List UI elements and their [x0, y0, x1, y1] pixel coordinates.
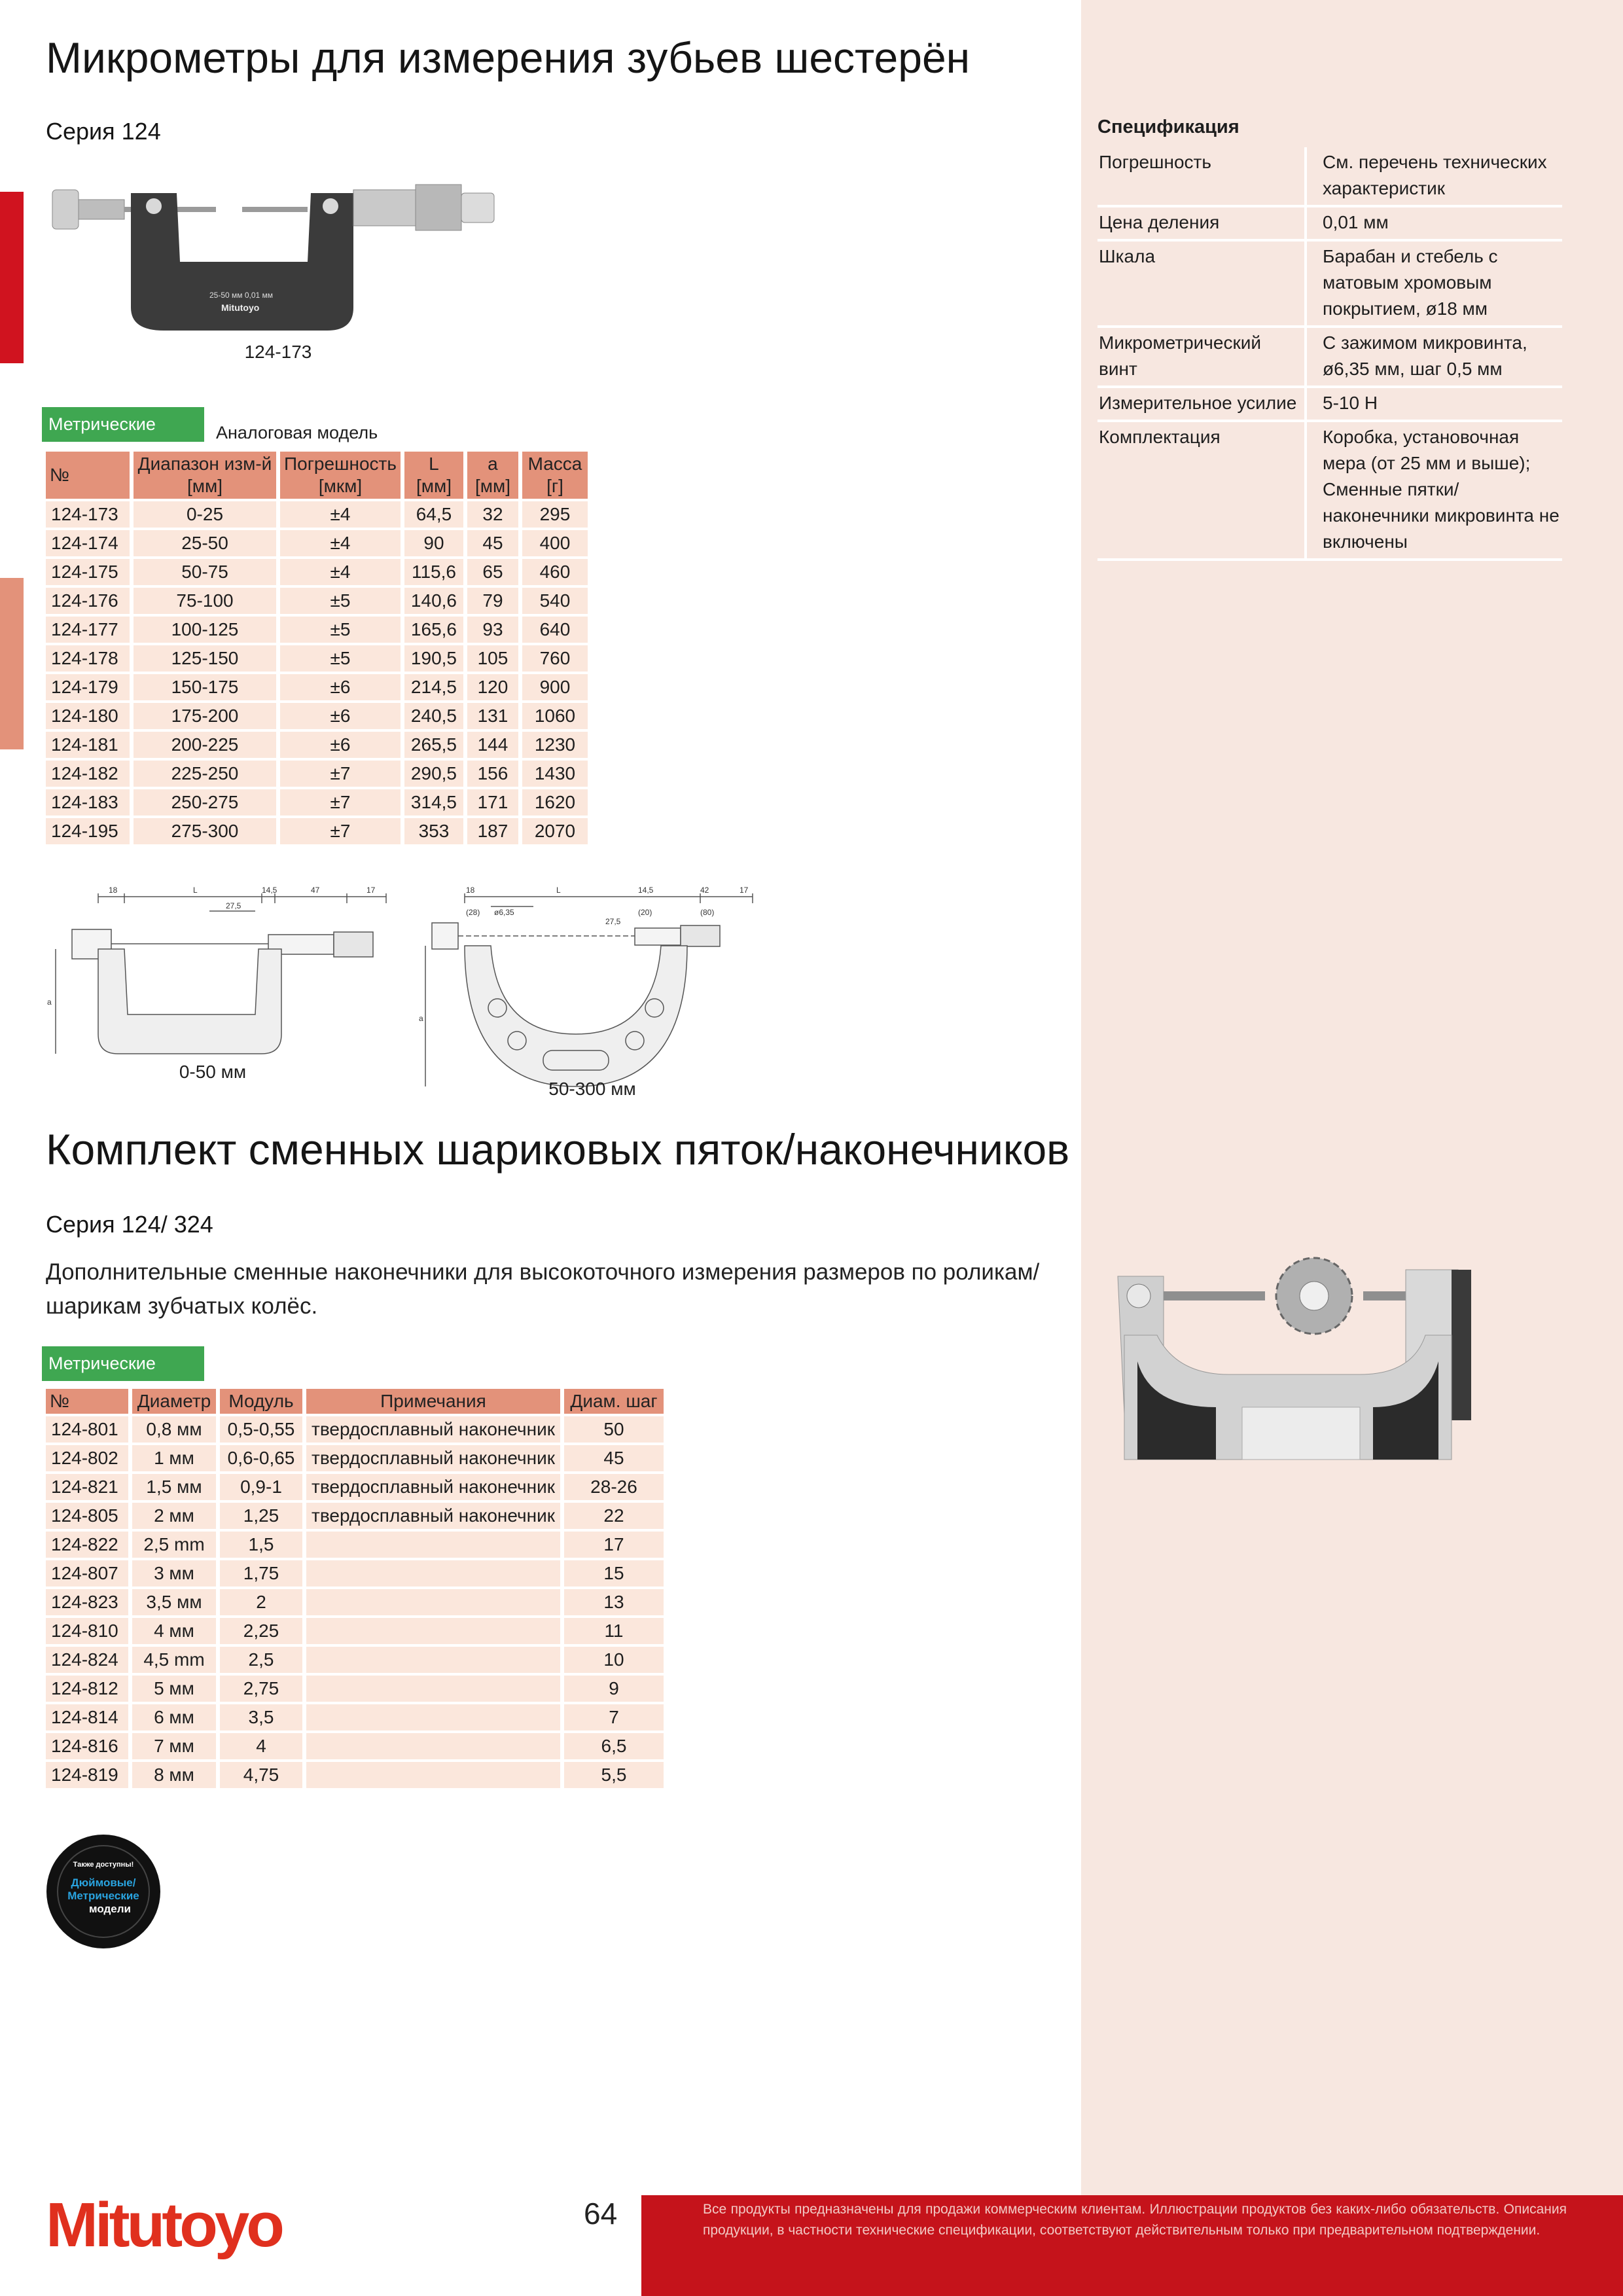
table-row [46, 1676, 664, 1702]
cell-l: 214,5 [404, 674, 463, 700]
cell-no: 124-180 [46, 703, 130, 729]
table-row [46, 1416, 664, 1443]
col-header-no: № [46, 1389, 128, 1414]
table-row [46, 1589, 664, 1615]
cell-pitch: 13 [564, 1589, 664, 1615]
model-label: Аналоговая модель [216, 423, 378, 442]
cell-module: 0,6-0,65 [220, 1445, 302, 1471]
table-row [46, 1445, 664, 1471]
footer-bar [641, 2195, 1623, 2296]
cell-l: 64,5 [404, 501, 463, 528]
cell-accuracy: ±5 [280, 588, 401, 614]
cell-notes: твердосплавный наконечник [306, 1503, 560, 1529]
cell-no: 124-814 [46, 1704, 128, 1731]
section2-series: Серия 124/ 324 [46, 1211, 213, 1238]
cell-notes [306, 1704, 560, 1731]
cell-pitch: 6,5 [564, 1733, 664, 1759]
d10-dim: 27,5 [605, 917, 621, 926]
table-row [46, 1532, 664, 1558]
d9-dim: 17 [740, 886, 749, 895]
table-row [46, 732, 588, 758]
table-row [46, 617, 588, 643]
cell-no: 124-195 [46, 818, 130, 844]
cell-mass: 1230 [522, 732, 588, 758]
cell-no: 124-179 [46, 674, 130, 700]
cell-a: 79 [467, 588, 518, 614]
cell-mass: 900 [522, 674, 588, 700]
d11-dim: a [419, 1014, 423, 1023]
d7-dim: 42 [700, 886, 709, 895]
cell-diameter: 5 мм [132, 1676, 216, 1702]
cell-l: 240,5 [404, 703, 463, 729]
cell-mass: 2070 [522, 818, 588, 844]
cell-no: 124-821 [46, 1474, 128, 1500]
col-header-a: a [мм] [467, 452, 518, 499]
cell-no: 124-177 [46, 617, 130, 643]
cell-notes [306, 1676, 560, 1702]
cell-pitch: 7 [564, 1704, 664, 1731]
cell-range: 200-225 [134, 732, 276, 758]
photo-caption: 124-173 [244, 342, 312, 362]
d8-dim: (80) [700, 908, 715, 917]
spec-value: 0,01 мм [1306, 206, 1562, 240]
cell-range: 50-75 [134, 559, 276, 585]
footer-disclaimer: Все продукты предназначены для продажи коммерческим клиентам. Иллюстрации продуктов без каких-либо обязательств. Описания продукции, в частности технические спецификации, соответствуют действительным только при предварительном подтверждении. [703, 2202, 1567, 2238]
cell-a: 45 [467, 530, 518, 556]
spec-row [1097, 421, 1562, 560]
cell-a: 187 [467, 818, 518, 844]
cell-range: 75-100 [134, 588, 276, 614]
table-row [46, 789, 588, 816]
spec-key: Цена деления [1097, 206, 1306, 240]
table-row [46, 1733, 664, 1759]
d6-dim: 27,5 [226, 901, 241, 910]
cell-pitch: 9 [564, 1676, 664, 1702]
page-number: 64 [584, 2197, 618, 2231]
cell-pitch: 22 [564, 1503, 664, 1529]
cell-mass: 1060 [522, 703, 588, 729]
cell-mass: 640 [522, 617, 588, 643]
cell-accuracy: ±4 [280, 501, 401, 528]
table-header-row [46, 1389, 664, 1414]
col-header-module: Модуль [220, 1389, 302, 1414]
cell-a: 32 [467, 501, 518, 528]
cell-pitch: 45 [564, 1445, 664, 1471]
cell-notes [306, 1560, 560, 1587]
col-header-notes: Примечания [306, 1389, 560, 1414]
mitutoyo-logo: Mitutoyo [46, 2190, 281, 2260]
cell-range: 150-175 [134, 674, 276, 700]
cell-a: 131 [467, 703, 518, 729]
ball-anvil-photo [1098, 1257, 1491, 1466]
cell-no: 124-801 [46, 1416, 128, 1443]
spec-row [1097, 147, 1562, 206]
cell-diameter: 4,5 mm [132, 1647, 216, 1673]
cell-diameter: 1,5 мм [132, 1474, 216, 1500]
cell-notes [306, 1647, 560, 1673]
cell-module: 3,5 [220, 1704, 302, 1731]
cell-no: 124-819 [46, 1762, 128, 1788]
cell-range: 275-300 [134, 818, 276, 844]
spec-table [1097, 147, 1562, 561]
chapter-tab-red [0, 192, 24, 363]
cell-no: 124-174 [46, 530, 130, 556]
col-header-l: L [мм] [404, 452, 463, 499]
cell-accuracy: ±6 [280, 732, 401, 758]
col-header-diameter: Диаметр [132, 1389, 216, 1414]
seal-line4: модели [88, 1903, 132, 1915]
cell-range: 0-25 [134, 501, 276, 528]
seal-line2: Дюймовые/ [71, 1876, 136, 1889]
cell-no: 124-810 [46, 1618, 128, 1644]
cell-module: 4 [220, 1733, 302, 1759]
table-row [46, 1503, 664, 1529]
col-header-accuracy: Погрешность [мкм] [280, 452, 401, 499]
cell-no: 124-823 [46, 1589, 128, 1615]
cell-no: 124-178 [46, 645, 130, 672]
col-header-no: № [46, 452, 130, 499]
cell-diameter: 8 мм [132, 1762, 216, 1788]
d7-dim: a [47, 997, 52, 1007]
cell-range: 100-125 [134, 617, 276, 643]
cell-no: 124-173 [46, 501, 130, 528]
spec-key: Шкала [1097, 240, 1306, 327]
drawing2-caption: 50-300 мм [548, 1079, 636, 1099]
cell-no: 124-807 [46, 1560, 128, 1587]
cell-no: 124-181 [46, 732, 130, 758]
cell-diameter: 7 мм [132, 1733, 216, 1759]
cell-no: 124-812 [46, 1676, 128, 1702]
d4-dim: L [556, 886, 561, 895]
table-row [46, 588, 588, 614]
cell-l: 190,5 [404, 645, 463, 672]
cell-a: 93 [467, 617, 518, 643]
cell-pitch: 11 [564, 1618, 664, 1644]
cell-l: 353 [404, 818, 463, 844]
col-header-range: Диапазон изм-й [мм] [134, 452, 276, 499]
cell-accuracy: ±5 [280, 645, 401, 672]
cell-l: 165,6 [404, 617, 463, 643]
cell-l: 140,6 [404, 588, 463, 614]
cell-diameter: 3,5 мм [132, 1589, 216, 1615]
cell-a: 120 [467, 674, 518, 700]
cell-notes [306, 1618, 560, 1644]
table-row [46, 1618, 664, 1644]
cell-pitch: 17 [564, 1532, 664, 1558]
cell-a: 65 [467, 559, 518, 585]
cell-mass: 540 [522, 588, 588, 614]
spec-value: Коробка, установочная мера (от 25 мм и выше); Сменные пятки/ наконечники микровинта не включены [1306, 421, 1562, 560]
table-row [46, 559, 588, 585]
cell-no: 124-824 [46, 1647, 128, 1673]
cell-pitch: 5,5 [564, 1762, 664, 1788]
cell-range: 25-50 [134, 530, 276, 556]
cell-accuracy: ±5 [280, 617, 401, 643]
anvil-table [42, 1386, 668, 1791]
cell-range: 250-275 [134, 789, 276, 816]
photo-range-label: 25-50 мм 0,01 мм [209, 291, 274, 300]
spec-value: 5-10 Н [1306, 387, 1562, 421]
table-row [46, 674, 588, 700]
cell-diameter: 4 мм [132, 1618, 216, 1644]
spec-value: С зажимом микровинта, ø6,35 мм, шаг 0,5 мм [1306, 327, 1562, 387]
d5-dim: 14,5 [638, 886, 654, 895]
cell-diameter: 0,8 мм [132, 1416, 216, 1443]
d1-dim: 18 [466, 886, 475, 895]
cell-module: 4,75 [220, 1762, 302, 1788]
inch-metric-seal [45, 1833, 162, 1950]
cell-mass: 1430 [522, 761, 588, 787]
spec-key: Погрешность [1097, 147, 1306, 206]
cell-pitch: 28-26 [564, 1474, 664, 1500]
spec-panel [1097, 117, 1562, 561]
cell-diameter: 2 мм [132, 1503, 216, 1529]
col-header-pitch: Диам. шаг [564, 1389, 664, 1414]
cell-accuracy: ±7 [280, 761, 401, 787]
table-row [46, 1647, 664, 1673]
seal-line1: Также доступны! [73, 1861, 134, 1869]
cell-pitch: 10 [564, 1647, 664, 1673]
spec-row [1097, 327, 1562, 387]
spec-key: Измерительное усилие [1097, 387, 1306, 421]
cell-accuracy: ±6 [280, 674, 401, 700]
cell-no: 124-182 [46, 761, 130, 787]
seal-line3: Метрические [67, 1890, 139, 1902]
cell-module: 2 [220, 1589, 302, 1615]
cell-diameter: 6 мм [132, 1704, 216, 1731]
cell-l: 290,5 [404, 761, 463, 787]
d3-dim: 14,5 [262, 886, 277, 895]
cell-a: 105 [467, 645, 518, 672]
cell-mass: 295 [522, 501, 588, 528]
spec-key: Комплектация [1097, 421, 1306, 560]
table-row [46, 530, 588, 556]
cell-module: 1,5 [220, 1532, 302, 1558]
cell-module: 1,25 [220, 1503, 302, 1529]
cell-module: 2,75 [220, 1676, 302, 1702]
cell-diameter: 1 мм [132, 1445, 216, 1471]
cell-pitch: 15 [564, 1560, 664, 1587]
spec-row [1097, 387, 1562, 421]
cell-a: 171 [467, 789, 518, 816]
d1-dim: 18 [109, 886, 118, 895]
d6-dim: (20) [638, 908, 652, 917]
photo-brand-label: Mitutoyo [221, 302, 260, 313]
cell-l: 115,6 [404, 559, 463, 585]
cell-range: 175-200 [134, 703, 276, 729]
cell-mass: 460 [522, 559, 588, 585]
cell-no: 124-822 [46, 1532, 128, 1558]
section1-series: Серия 124 [46, 118, 161, 145]
cell-l: 90 [404, 530, 463, 556]
spec-title: Спецификация [1097, 117, 1240, 137]
table-row [46, 761, 588, 787]
cell-notes: твердосплавный наконечник [306, 1474, 560, 1500]
table-row [46, 1704, 664, 1731]
cell-notes [306, 1733, 560, 1759]
cell-module: 0,9-1 [220, 1474, 302, 1500]
spec-value: См. перечень технических характеристик [1306, 147, 1562, 206]
cell-notes [306, 1589, 560, 1615]
cell-no: 124-175 [46, 559, 130, 585]
cell-mass: 1620 [522, 789, 588, 816]
cell-module: 1,75 [220, 1560, 302, 1587]
spec-value: Барабан и стебель с матовым хромовым покрытием, ø18 мм [1306, 240, 1562, 327]
cell-notes: твердосплавный наконечник [306, 1416, 560, 1443]
chapter-tab-salmon [0, 578, 24, 749]
drawing-0-50 [46, 884, 399, 1080]
cell-notes: твердосплавный наконечник [306, 1445, 560, 1471]
cell-module: 0,5-0,55 [220, 1416, 302, 1443]
table-row [46, 703, 588, 729]
cell-l: 265,5 [404, 732, 463, 758]
table-row [46, 1474, 664, 1500]
d5-dim: 17 [366, 886, 376, 895]
table-row [46, 1762, 664, 1788]
table-row [46, 818, 588, 844]
cell-a: 144 [467, 732, 518, 758]
d3-dim: ø6,35 [494, 908, 514, 917]
cell-diameter: 3 мм [132, 1560, 216, 1587]
drawing-50-300 [419, 884, 759, 1100]
cell-range: 225-250 [134, 761, 276, 787]
cell-accuracy: ±6 [280, 703, 401, 729]
table-row [46, 645, 588, 672]
drawing1-caption: 0-50 мм [179, 1062, 247, 1082]
cell-pitch: 50 [564, 1416, 664, 1443]
section1-title: Микрометры для измерения зубьев шестерён [46, 33, 971, 82]
cell-no: 124-183 [46, 789, 130, 816]
cell-no: 124-805 [46, 1503, 128, 1529]
cell-accuracy: ±4 [280, 559, 401, 585]
metric-badge-1: Метрические [42, 407, 204, 442]
cell-mass: 760 [522, 645, 588, 672]
cell-accuracy: ±4 [280, 530, 401, 556]
d2-dim: (28) [466, 908, 480, 917]
col-header-mass: Масса [г] [522, 452, 588, 499]
table-row [46, 1560, 664, 1587]
metric-badge-2: Метрические [42, 1346, 204, 1381]
cell-mass: 400 [522, 530, 588, 556]
cell-no: 124-802 [46, 1445, 128, 1471]
spec-row [1097, 206, 1562, 240]
cell-notes [306, 1532, 560, 1558]
cell-notes [306, 1762, 560, 1788]
section2-title: Комплект сменных шариковых пяток/наконечников [46, 1125, 1070, 1174]
micrometer-photo [46, 177, 517, 340]
d4-dim: 47 [311, 886, 320, 895]
d2-dim: L [193, 886, 198, 895]
table-row [46, 501, 588, 528]
section2-description: Дополнительные сменные наконечники для высокоточного измерения размеров по роликам/ шарикам зубчатых колёс. [46, 1259, 1040, 1319]
cell-a: 156 [467, 761, 518, 787]
cell-module: 2,25 [220, 1618, 302, 1644]
cell-diameter: 2,5 mm [132, 1532, 216, 1558]
spec-row [1097, 240, 1562, 327]
cell-no: 124-176 [46, 588, 130, 614]
cell-accuracy: ±7 [280, 789, 401, 816]
cell-module: 2,5 [220, 1647, 302, 1673]
table-header-row [46, 452, 588, 499]
cell-range: 125-150 [134, 645, 276, 672]
spec-key: Микрометрический винт [1097, 327, 1306, 387]
cell-no: 124-816 [46, 1733, 128, 1759]
micrometer-spec-table [42, 449, 592, 847]
cell-accuracy: ±7 [280, 818, 401, 844]
cell-l: 314,5 [404, 789, 463, 816]
